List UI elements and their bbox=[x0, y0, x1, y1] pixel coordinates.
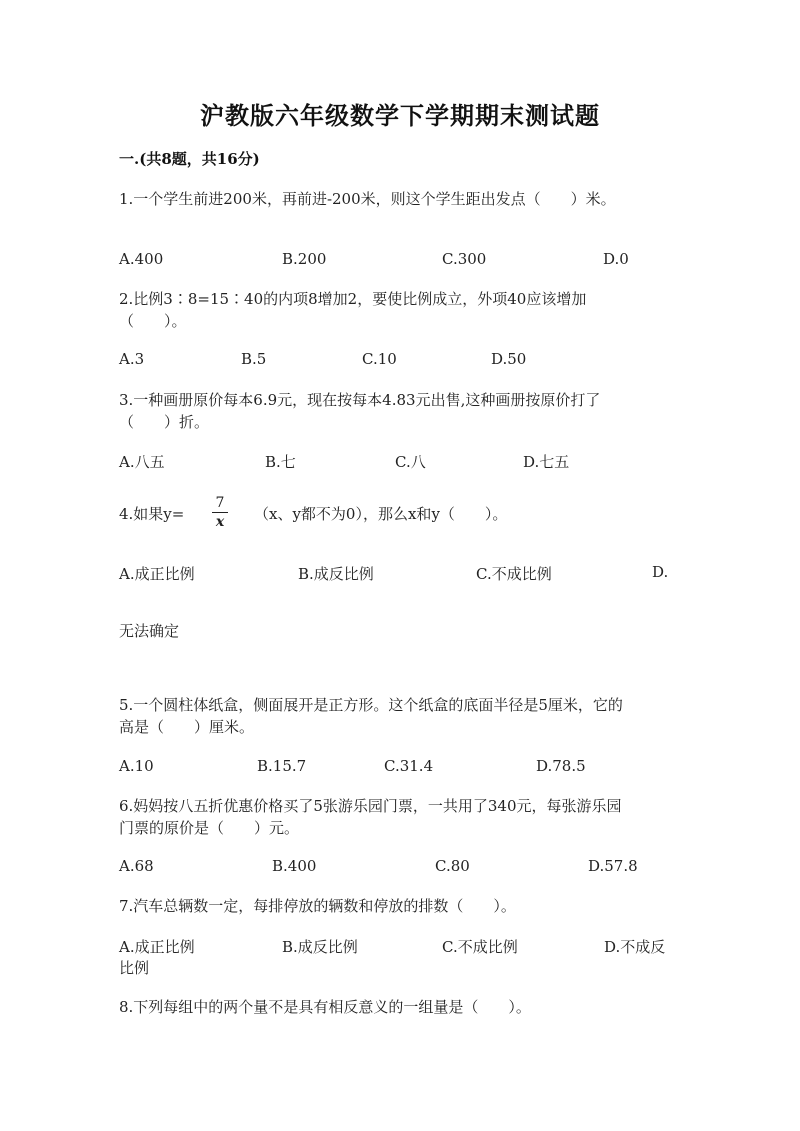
question-5-text-line2: 高是（ ）厘米。 bbox=[119, 718, 255, 736]
question-3-option-a: A.八五 bbox=[119, 453, 165, 471]
question-6-option-d: D.57.8 bbox=[588, 857, 638, 875]
question-6-option-a: A.68 bbox=[119, 857, 154, 875]
question-8-text: 8.下列每组中的两个量不是具有相反意义的一组量是（ ）。 bbox=[119, 998, 531, 1016]
question-4-text-after: （x、y都不为0），那么x和y（ ）。 bbox=[254, 505, 508, 523]
question-6-option-b: B.400 bbox=[272, 857, 317, 875]
question-3-option-d: D.七五 bbox=[523, 453, 570, 471]
question-5-option-a: A.10 bbox=[119, 757, 154, 775]
question-4-option-b: B.成反比例 bbox=[298, 565, 374, 583]
question-7-option-d: D.不成反 bbox=[604, 938, 666, 956]
question-3-text-line1: 3.一种画册原价每本6.9元，现在按每本4.83元出售,这种画册按原价打了 bbox=[119, 391, 601, 409]
question-5-option-b: B.15.7 bbox=[257, 757, 307, 775]
question-3-text-line2: （ ）折。 bbox=[119, 413, 210, 431]
page-title: 沪教版六年级数学下学期期末测试题 bbox=[200, 101, 600, 130]
question-6-option-c: C.80 bbox=[435, 857, 470, 875]
question-3-option-b: B.七 bbox=[265, 453, 296, 471]
section-heading: 一.(共8题，共16分) bbox=[119, 150, 260, 168]
question-1-text: 1.一个学生前进200米，再前进-200米，则这个学生距出发点（ ）米。 bbox=[119, 190, 616, 208]
question-2-text-line1: 2.比例3∶8=15∶40的内项8增加2，要使比例成立，外项40应该增加 bbox=[119, 290, 587, 308]
question-7-option-c: C.不成比例 bbox=[442, 938, 518, 956]
question-2-option-c: C.10 bbox=[362, 350, 397, 368]
question-6-text-line2: 门票的原价是（ ）元。 bbox=[119, 819, 300, 837]
question-4-option-d: D. bbox=[652, 563, 669, 581]
question-4-option-c: C.不成比例 bbox=[476, 565, 552, 583]
question-7-option-a: A.成正比例 bbox=[119, 938, 195, 956]
question-2-text-line2: （ ）。 bbox=[119, 312, 187, 330]
question-4-option-a: A.成正比例 bbox=[119, 565, 195, 583]
question-1-option-d: D.0 bbox=[603, 250, 629, 268]
question-3-option-c: C.八 bbox=[395, 453, 426, 471]
question-4-option-d-wrap: 无法确定 bbox=[119, 622, 180, 640]
question-5-option-d: D.78.5 bbox=[536, 757, 586, 775]
question-2-option-b: B.5 bbox=[241, 350, 267, 368]
question-7-option-b: B.成反比例 bbox=[282, 938, 358, 956]
question-7-text: 7.汽车总辆数一定，每排停放的辆数和停放的排数（ ）。 bbox=[119, 897, 516, 915]
question-2-option-a: A.3 bbox=[119, 350, 145, 368]
question-6-text-line1: 6.妈妈按八五折优惠价格买了5张游乐园门票，一共用了340元，每张游乐园 bbox=[119, 797, 622, 815]
fraction-numerator: 7 bbox=[215, 495, 225, 511]
question-4-text-before: 4.如果y= bbox=[119, 505, 185, 523]
question-1-option-c: C.300 bbox=[442, 250, 487, 268]
question-1-option-b: B.200 bbox=[282, 250, 327, 268]
question-5-option-c: C.31.4 bbox=[384, 757, 434, 775]
question-1-option-a: A.400 bbox=[119, 250, 164, 268]
question-7-option-d-wrap: 比例 bbox=[119, 959, 150, 977]
question-2-option-d: D.50 bbox=[491, 350, 527, 368]
fraction-denominator: x bbox=[215, 514, 225, 530]
fraction-7-over-x bbox=[212, 496, 228, 529]
fraction-bar bbox=[212, 512, 228, 513]
question-5-text-line1: 5.一个圆柱体纸盒，侧面展开是正方形。这个纸盒的底面半径是5厘米，它的 bbox=[119, 696, 623, 714]
